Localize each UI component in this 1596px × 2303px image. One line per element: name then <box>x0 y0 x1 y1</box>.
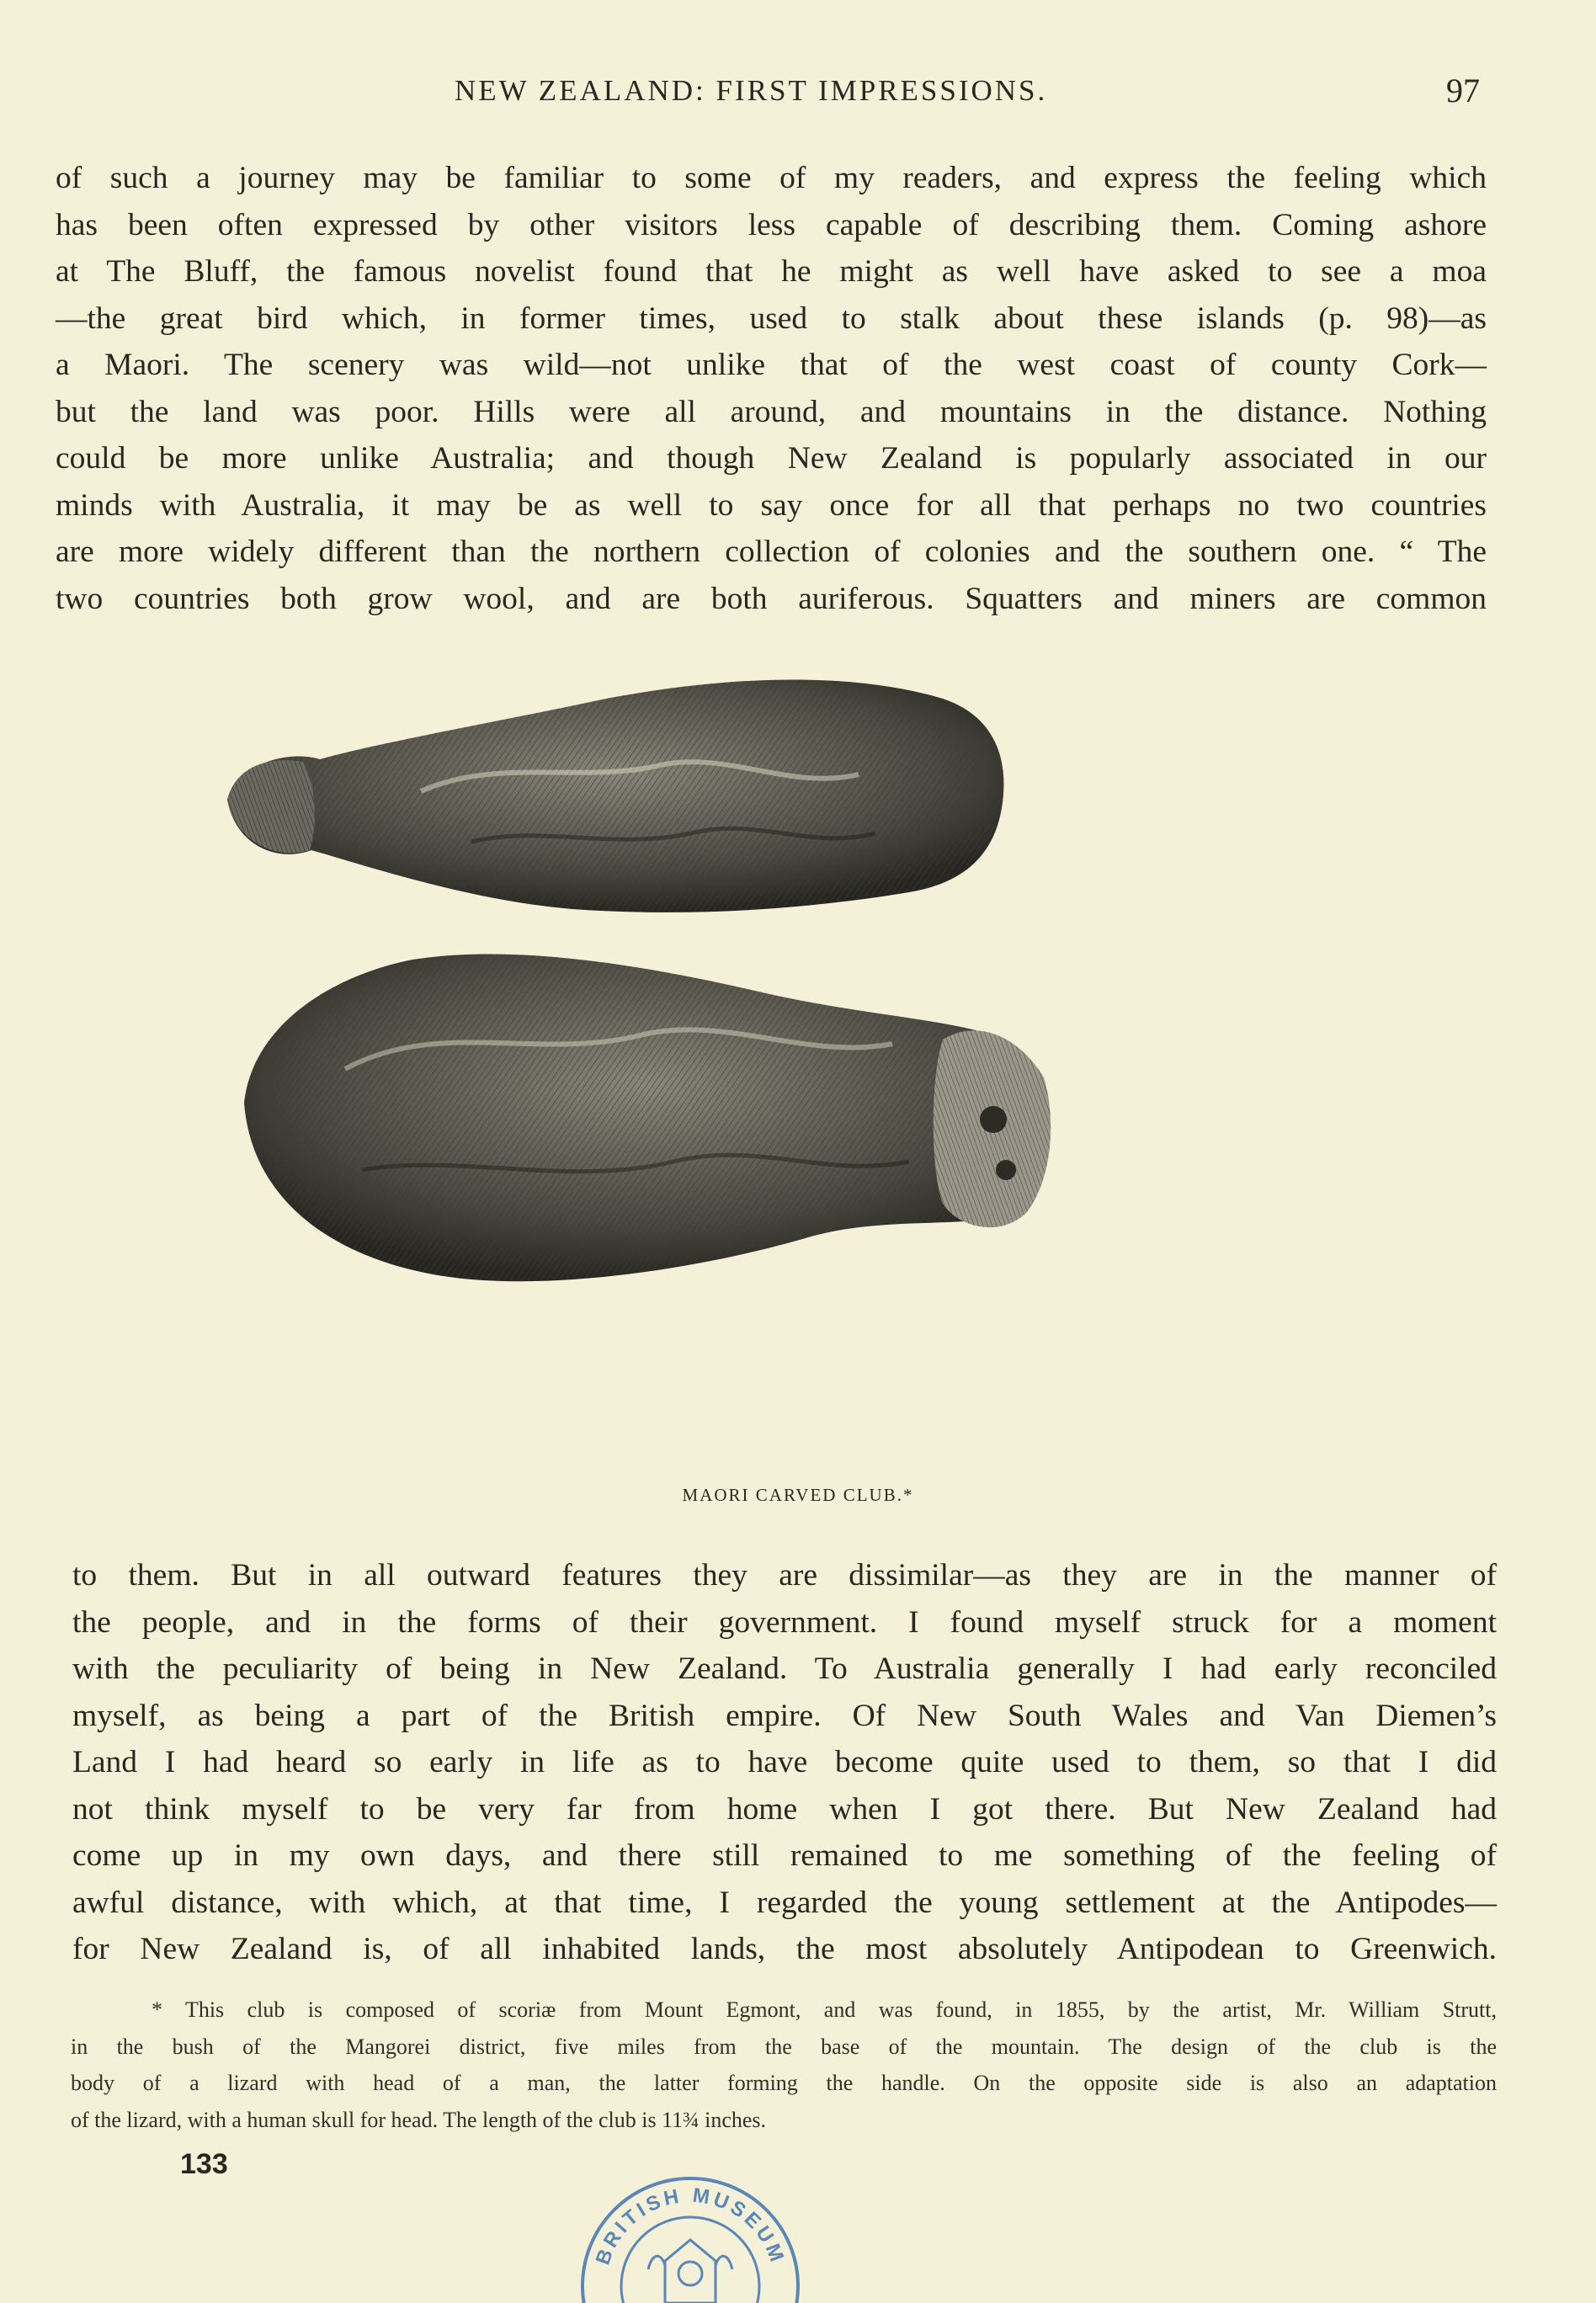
text-line: has been often expressed by other visitors less capable of describing them. Coming ashore <box>56 207 1487 242</box>
text-line: myself, as being a part of the British empire. Of New South Wales and Van Diemen’s <box>72 1698 1497 1733</box>
footnote-line: of the lizard, with a human skull for head. The length of the club is 11¾ inches. <box>71 2107 767 2132</box>
page-header <box>0 74 1596 116</box>
text-line: not think myself to be very far from home when I got there. But New Zealand had <box>72 1791 1497 1827</box>
page-number: 97 <box>1446 72 1480 109</box>
text-line: of such a journey may be familiar to some of my readers, and express the feeling which <box>56 161 1487 195</box>
running-head: NEW ZEALAND: FIRST IMPRESSIONS. <box>455 74 1048 107</box>
text-line: minds with Australia, it may be as well to say once for all that perhaps no two countries <box>56 487 1487 523</box>
text-line: a Maori. The scenery was wild—not unlike that of the west coast of county Cork— <box>56 348 1487 382</box>
text-line: could be more unlike Australia; and though New Zealand is popularly associated in our <box>56 441 1487 476</box>
text-line: to them. But in all outward features they are dissimilar—as they are in the manner of <box>72 1558 1497 1593</box>
text-line: are more widely different than the northern collection of colonies and the southern one. “ The <box>56 535 1487 569</box>
text-line: at The Bluff, the famous novelist found that he might as well have asked to see a moa <box>56 254 1487 289</box>
footnote-line: in the bush of the Mangorei district, five miles from the base of the mountain. The design of the club is the <box>71 2034 1497 2059</box>
footnote-line: body of a lizard with head of a man, the latter forming the handle. On the opposite side is also an adaptation <box>71 2071 1497 2095</box>
text-line: two countries both grow wool, and are both auriferous. Squatters and miners are common <box>56 581 1487 616</box>
footnote-line: * This club is composed of scoriæ from Mount Egmont, and was found, in 1855, by the artist, Mr. William Strutt, <box>152 1997 1497 2022</box>
text-line: for New Zealand is, of all inhabited lands, the most absolutely Antipodean to Greenwich. <box>72 1932 1497 1966</box>
paragraph-top <box>56 155 1487 622</box>
british-museum-stamp <box>572 2160 808 2303</box>
text-line: with the peculiarity of being in New Zealand. To Australia generally I had early reconciled <box>72 1651 1497 1686</box>
text-line: come up in my own days, and there still remained to me something of the feeling of <box>72 1838 1497 1873</box>
maori-carved-club-engraving <box>219 665 1338 1465</box>
text-line: Land I had heard so early in life as to have become quite used to them, so that I did <box>72 1745 1497 1779</box>
text-line: but the land was poor. Hills were all around, and mountains in the distance. Nothing <box>56 394 1487 429</box>
text-line: the people, and in the forms of their government. I found myself struck for a moment <box>72 1604 1497 1640</box>
paragraph-bottom <box>72 1552 1497 1973</box>
footnote <box>71 1992 1497 2138</box>
figure-caption: MAORI CARVED CLUB.* <box>682 1485 914 1505</box>
text-line: —the great bird which, in former times, used to stalk about these islands (p. 98)—as <box>56 301 1487 336</box>
svg-text:BRITISH MUSEUM: BRITISH MUSEUM <box>591 2183 790 2268</box>
club-upper-view <box>227 680 1003 912</box>
club-lower-view <box>244 955 1051 1282</box>
text-line: awful distance, with which, at that time, I regarded the young settlement at the Antipodes— <box>72 1885 1497 1920</box>
signature-mark: 133 <box>180 2148 228 2180</box>
